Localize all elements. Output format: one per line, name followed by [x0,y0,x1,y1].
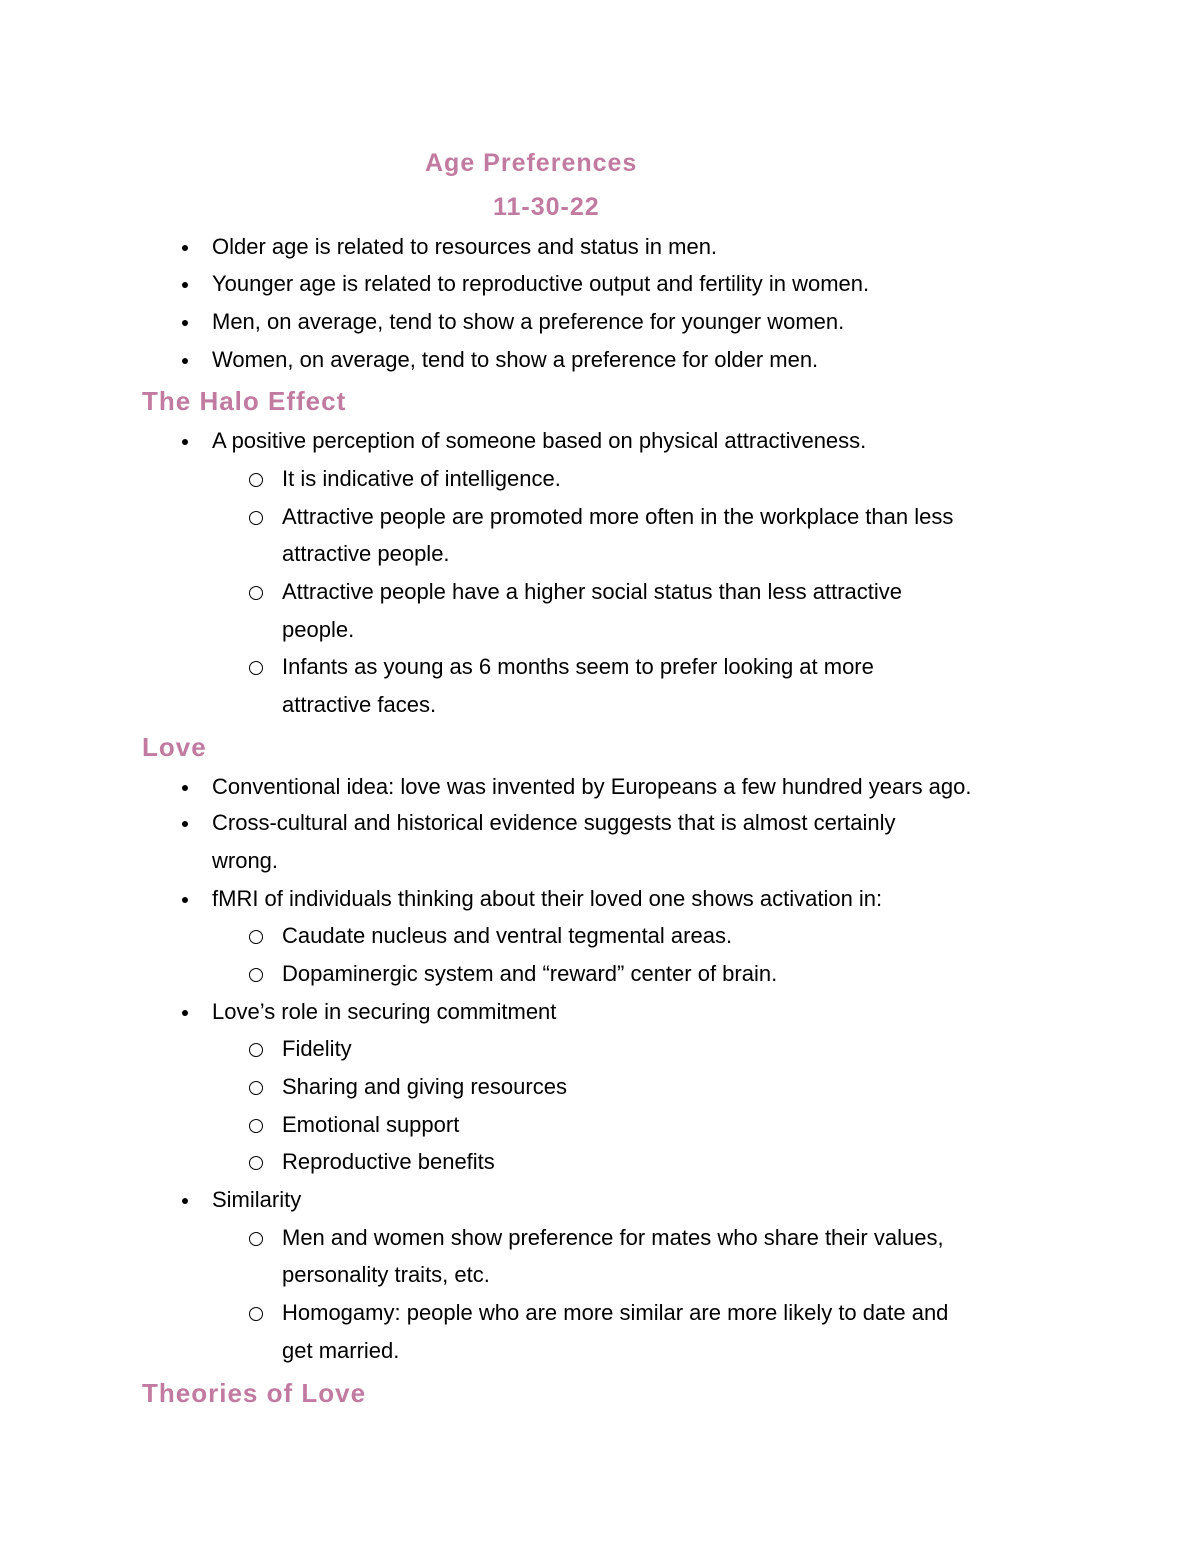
sub-bullet-item-text: It is indicative of intelligence. [282,466,561,491]
sub-bullet-item-text: Sharing and giving resources [282,1074,567,1099]
sub-bullet-item-text: attractive faces. [282,692,437,717]
sub-bullet-item-text: attractive people. [282,541,450,566]
bullet-circle-icon [249,1081,263,1095]
bullet-dot-icon [182,245,188,251]
sub-bullet-item-text: Homogamy: people who are more similar are more likely to date and [282,1300,949,1325]
bullet-circle-icon [249,1156,263,1170]
bullet-item-text: Older age is related to resources and status in men. [212,234,718,259]
page-title: Age Preferences [425,149,638,177]
bullet-item-text: wrong. [212,848,279,873]
bullet-dot-icon [182,439,188,445]
bullet-circle-icon [249,1232,263,1246]
bullet-circle-icon [249,968,263,982]
sub-bullet-item-text: people. [282,617,355,642]
sub-bullet-item-text: Caudate nucleus and ventral tegmental areas. [282,923,733,948]
bullet-circle-icon [249,586,263,600]
bullet-item-text: Women, on average, tend to show a preference for older men. [212,347,819,372]
bullet-dot-icon [182,282,188,288]
sub-bullet-item-text: Dopaminergic system and “reward” center of brain. [282,961,778,986]
section-heading: Theories of Love [142,1378,367,1408]
section-heading: Love [142,732,207,762]
section-heading: The Halo Effect [142,386,347,416]
sub-bullet-item-text: Reproductive benefits [282,1149,495,1174]
bullet-dot-icon [182,1010,188,1016]
sub-bullet-item-text: Infants as young as 6 months seem to prefer looking at more [282,654,874,679]
page-date: 11-30-22 [493,193,600,221]
bullet-item-text: Similarity [212,1187,302,1212]
bullet-circle-icon [249,661,263,675]
sub-bullet-item-text: Emotional support [282,1112,460,1137]
bullet-dot-icon [182,897,188,903]
bullet-item-text: Younger age is related to reproductive output and fertility in women. [212,271,870,296]
bullet-circle-icon [249,1307,263,1321]
bullet-circle-icon [249,511,263,525]
bullet-item-text: Conventional idea: love was invented by Europeans a few hundred years ago. [212,774,972,799]
bullet-circle-icon [249,930,263,944]
bullet-item-text: Men, on average, tend to show a preference for younger women. [212,309,845,334]
sub-bullet-item-text: Fidelity [282,1036,352,1061]
bullet-item-text: fMRI of individuals thinking about their loved one shows activation in: [212,886,883,911]
sub-bullet-item-text: Men and women show preference for mates who share their values, [282,1225,944,1250]
bullet-dot-icon [182,785,188,791]
bullet-circle-icon [249,1119,263,1133]
sub-bullet-item-text: Attractive people are promoted more often in the workplace than less [282,504,954,529]
bullet-dot-icon [182,1198,188,1204]
bullet-dot-icon [182,320,188,326]
bullet-circle-icon [249,1043,263,1057]
bullet-circle-icon [249,473,263,487]
bullet-dot-icon [182,821,188,827]
sub-bullet-item-text: Attractive people have a higher social status than less attractive [282,579,903,604]
sub-bullet-item-text: get married. [282,1338,400,1363]
sub-bullet-item-text: personality traits, etc. [282,1262,490,1287]
bullet-item-text: Cross-cultural and historical evidence suggests that is almost certainly [212,810,896,835]
bullet-item-text: Love’s role in securing commitment [212,999,557,1024]
bullet-item-text: A positive perception of someone based on physical attractiveness. [212,428,867,453]
bullet-dot-icon [182,358,188,364]
